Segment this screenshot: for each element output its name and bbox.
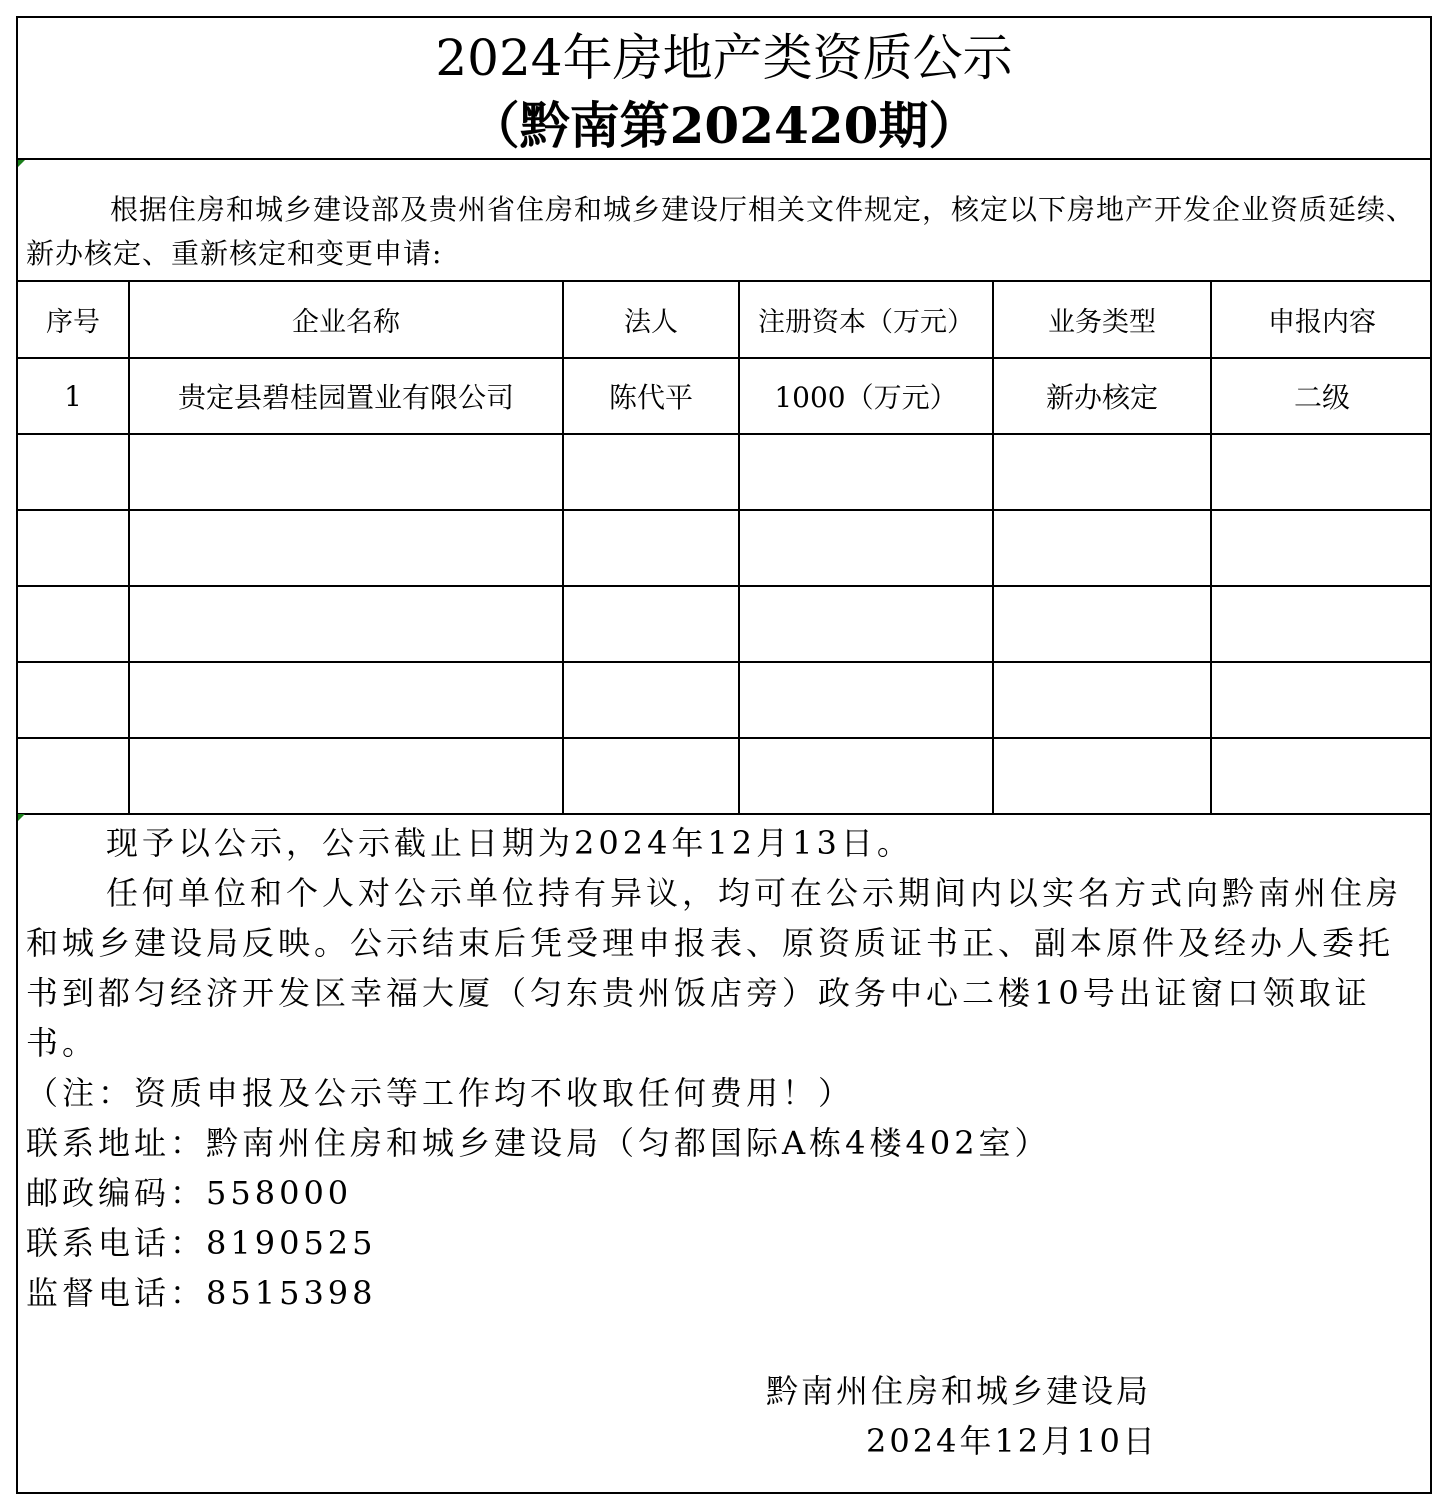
cell-business-type [993, 738, 1211, 814]
table-row [18, 358, 1432, 434]
cell-legal-person [563, 662, 739, 738]
table-row [18, 434, 1432, 510]
header-legal-person: 法人 [563, 282, 739, 358]
fee-note: （注：资质申报及公示等工作均不收取任何费用！） [26, 1074, 855, 1112]
cell-company-name [129, 586, 563, 662]
cell-legal-person [563, 434, 739, 510]
notice-block [18, 814, 1430, 1494]
deadline-text: 现予以公示，公示截止日期为2024年12月13日。 [106, 824, 913, 862]
header-registered-capital: 注册资本（万元） [739, 282, 993, 358]
cell-business-type [993, 662, 1211, 738]
cell-serial [18, 586, 129, 662]
postal-code: 邮政编码：558000 [26, 1174, 353, 1212]
table-header-row [18, 282, 1432, 358]
cell-company-name [129, 434, 563, 510]
cell-business-type [993, 434, 1211, 510]
issue-number: （黔南第202420期） [469, 96, 979, 155]
cell-registered-capital [739, 434, 993, 510]
supervision-phone: 监督电话：8515398 [26, 1274, 377, 1312]
cell-comment-marker-icon [18, 814, 25, 821]
contact-phone: 联系电话：8190525 [26, 1224, 377, 1262]
page-title: 2024年房地产类资质公示 [435, 29, 1013, 87]
signature-block [766, 1366, 1206, 1466]
cell-company-name [129, 662, 563, 738]
notice-text [26, 818, 1406, 1318]
cell-legal-person [563, 510, 739, 586]
cell-registered-capital [739, 662, 993, 738]
cell-legal-person [563, 586, 739, 662]
cell-business-type [993, 586, 1211, 662]
cell-company-name [129, 510, 563, 586]
intro-text: 根据住房和城乡建设部及贵州省住房和城乡建设厅相关文件规定，核定以下房地产开发企业资质延续、新办核定、重新核定和变更申请: [26, 193, 1416, 270]
cell-application-content [1211, 662, 1432, 738]
issuing-organization: 黔南州住房和城乡建设局 [766, 1372, 1152, 1410]
cell-application-content [1211, 586, 1432, 662]
cell-application-content [1211, 510, 1432, 586]
cell-application-content [1211, 434, 1432, 510]
cell-business-type [993, 510, 1211, 586]
header-company-name: 企业名称 [129, 282, 563, 358]
cell-comment-marker-icon [18, 160, 25, 167]
cell-business-type: 新办核定 [993, 358, 1211, 434]
table-row [18, 586, 1432, 662]
issue-date: 2024年12月10日 [866, 1422, 1158, 1460]
table-row [18, 662, 1432, 738]
cell-serial: 1 [18, 358, 129, 434]
title-block [18, 18, 1430, 160]
announcement-sheet [16, 16, 1432, 1494]
cell-registered-capital [739, 510, 993, 586]
table-row [18, 738, 1432, 814]
objection-text: 任何单位和个人对公示单位持有异议，均可在公示期间内以实名方式向黔南州住房和城乡建设局反映。公示结束后凭受理申报表、原资质证书正、副本原件及经办人委托书到都匀经济开发区幸福大厦（匀东贵州饭店旁）政务中心二楼10号出证窗口领取证书。 [26, 874, 1403, 1062]
cell-serial [18, 434, 129, 510]
table-row [18, 510, 1432, 586]
header-business-type: 业务类型 [993, 282, 1211, 358]
qualification-table [18, 282, 1432, 815]
header-serial: 序号 [18, 282, 129, 358]
contact-address: 联系地址：黔南州住房和城乡建设局（匀都国际A栋4楼402室） [26, 1124, 1051, 1162]
cell-registered-capital: 1000（万元） [739, 358, 993, 434]
cell-legal-person [563, 738, 739, 814]
cell-serial [18, 662, 129, 738]
cell-serial [18, 510, 129, 586]
cell-legal-person: 陈代平 [563, 358, 739, 434]
cell-company-name: 贵定县碧桂园置业有限公司 [129, 358, 563, 434]
cell-company-name [129, 738, 563, 814]
header-application-content: 申报内容 [1211, 282, 1432, 358]
cell-application-content [1211, 738, 1432, 814]
cell-application-content: 二级 [1211, 358, 1432, 434]
intro-block [18, 160, 1430, 282]
cell-registered-capital [739, 586, 993, 662]
cell-registered-capital [739, 738, 993, 814]
cell-serial [18, 738, 129, 814]
